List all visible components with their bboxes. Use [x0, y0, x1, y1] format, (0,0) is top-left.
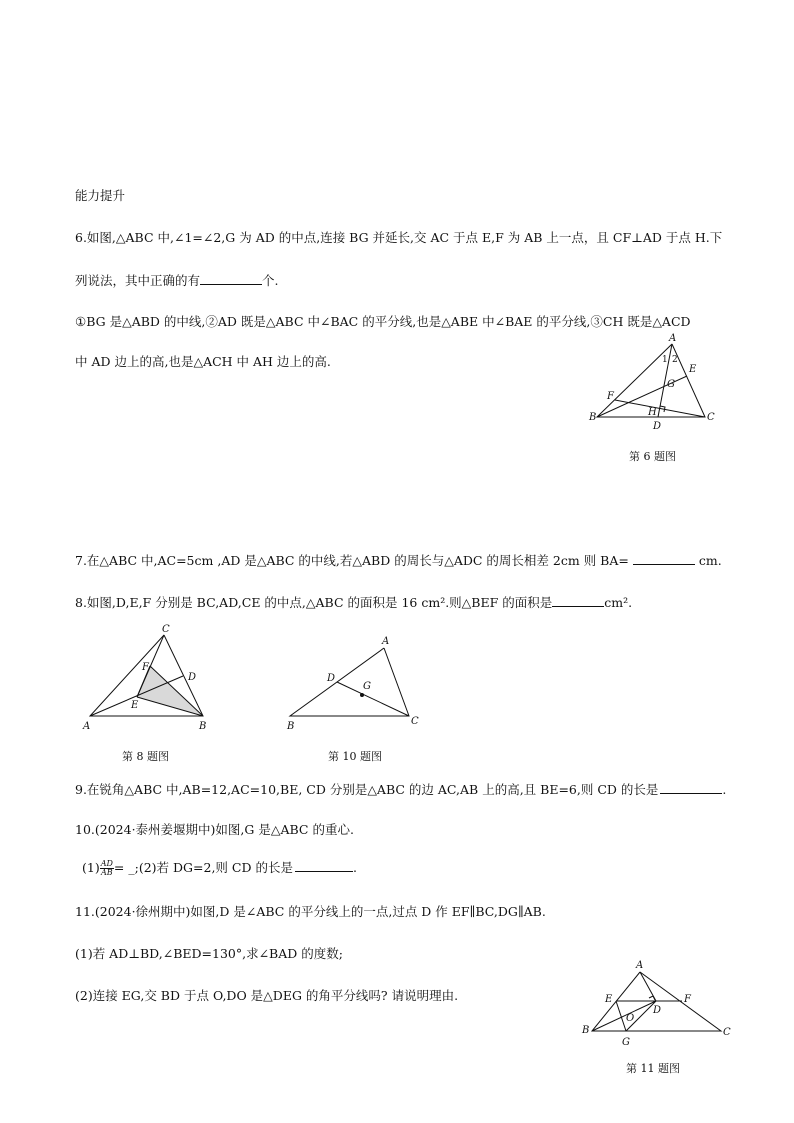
q10-fraction: $\frac{AD}{AB}$: [100, 859, 113, 877]
q8-label-a: A: [83, 721, 91, 732]
q10-label-a: A: [382, 636, 390, 647]
q8-label-f: F: [142, 662, 149, 673]
q10-figure-caption: 第 10 题图: [328, 750, 382, 763]
q6-statement2: 中 AD 边上的高,也是△ACH 中 AH 边上的高.: [75, 354, 331, 369]
q6-figure-caption: 第 6 题图: [629, 450, 676, 463]
q11-label-f: F: [684, 994, 691, 1005]
q6-label-two: 2: [672, 355, 678, 365]
q9-answer-blank[interactable]: [660, 783, 722, 794]
q10-answer-blank[interactable]: [295, 861, 353, 872]
q11-label-g: G: [622, 1037, 630, 1048]
q10-line1: 10.(2024·泰州姜堰期中)如图,G 是△ABC 的重心.: [75, 822, 354, 837]
q10-label-g: G: [363, 681, 371, 692]
q11-figure-caption: 第 11 题图: [626, 1062, 680, 1075]
q6-statement1: ①BG 是△ABD 的中线,②AD 既是△ABC 中∠BAC 的平分线,也是△ABE 中∠BAE 的平分线,③CH 既是△ACD: [75, 314, 691, 329]
section-title: 能力提升: [75, 188, 126, 203]
q10-label-b: B: [287, 721, 295, 732]
q11-part1: (1)若 AD⊥BD,∠BED=130°,求∠BAD 的度数;: [75, 946, 343, 961]
q10-part1: (1) $\frac{AD}{AB}$ = _;(2)若 DG=2,则 CD 的长是 .: [82, 859, 357, 877]
q6-line1: 6.如图,△ABC 中,∠1=∠2,G 为 AD 的中点,连接 BG 并延长,交 AC 于点 E,F 为 AB 上一点，且 CF⊥AD 于点 H.下: [75, 230, 723, 245]
figure-q10: [282, 632, 432, 732]
q8-label-c: C: [162, 624, 170, 635]
q6-label-c: C: [707, 412, 715, 423]
q11-label-e: E: [605, 994, 613, 1005]
q6-label-d: D: [653, 421, 662, 432]
q11-label-o: O: [626, 1013, 635, 1024]
q8-label-d: D: [188, 672, 197, 683]
q11-label-d: D: [653, 1005, 662, 1016]
q11-line1: 11.(2024·徐州期中)如图,D 是∠ABC 的平分线上的一点,过点 D 作 EF∥BC,DG∥AB.: [75, 904, 546, 919]
q6-label-b: B: [589, 412, 597, 423]
q6-label-a: A: [669, 333, 677, 344]
q10-label-c: C: [411, 716, 419, 727]
q8-text: 8.如图,D,E,F 分别是 BC,AD,CE 的中点,△ABC 的面积是 16 cm².则△BEF 的面积是 cm².: [75, 595, 633, 610]
q6-line2: 列说法，其中正确的有 个.: [75, 273, 279, 288]
q11-part2: (2)连接 EG,交 BD 于点 O,DO 是△DEG 的角平分线吗? 请说明理由.: [75, 988, 459, 1003]
q6-label-h: H: [648, 407, 657, 418]
q9-text: 9.在锐角△ABC 中,AB=12,AC=10,BE, CD 分别是△ABC 的边 AC,AB 上的高,且 BE=6,则 CD 的长是 .: [75, 782, 727, 797]
q11-label-b: B: [582, 1025, 590, 1036]
figure-q11: [578, 958, 738, 1048]
figure-q8: [80, 625, 220, 735]
q6-answer-blank[interactable]: [200, 274, 262, 285]
q8-label-e: E: [131, 700, 139, 711]
q6-label-g: G: [667, 379, 675, 390]
q8-figure-caption: 第 8 题图: [122, 750, 169, 763]
q6-label-e: E: [689, 364, 697, 375]
q7-text: 7.在△ABC 中,AC=5cm ,AD 是△ABC 的中线,若△ABD 的周长与△ADC 的周长相差 2cm 则 BA= cm.: [75, 553, 722, 568]
q7-answer-blank[interactable]: [633, 554, 695, 565]
q11-label-a: A: [636, 960, 644, 971]
q11-label-c: C: [723, 1027, 731, 1038]
q10-label-d: D: [327, 673, 336, 684]
q6-label-f: F: [607, 391, 614, 402]
figure-q6: [585, 330, 725, 430]
q8-answer-blank[interactable]: [552, 596, 604, 607]
q8-label-b: B: [199, 721, 207, 732]
q6-label-one: 1: [662, 355, 668, 365]
